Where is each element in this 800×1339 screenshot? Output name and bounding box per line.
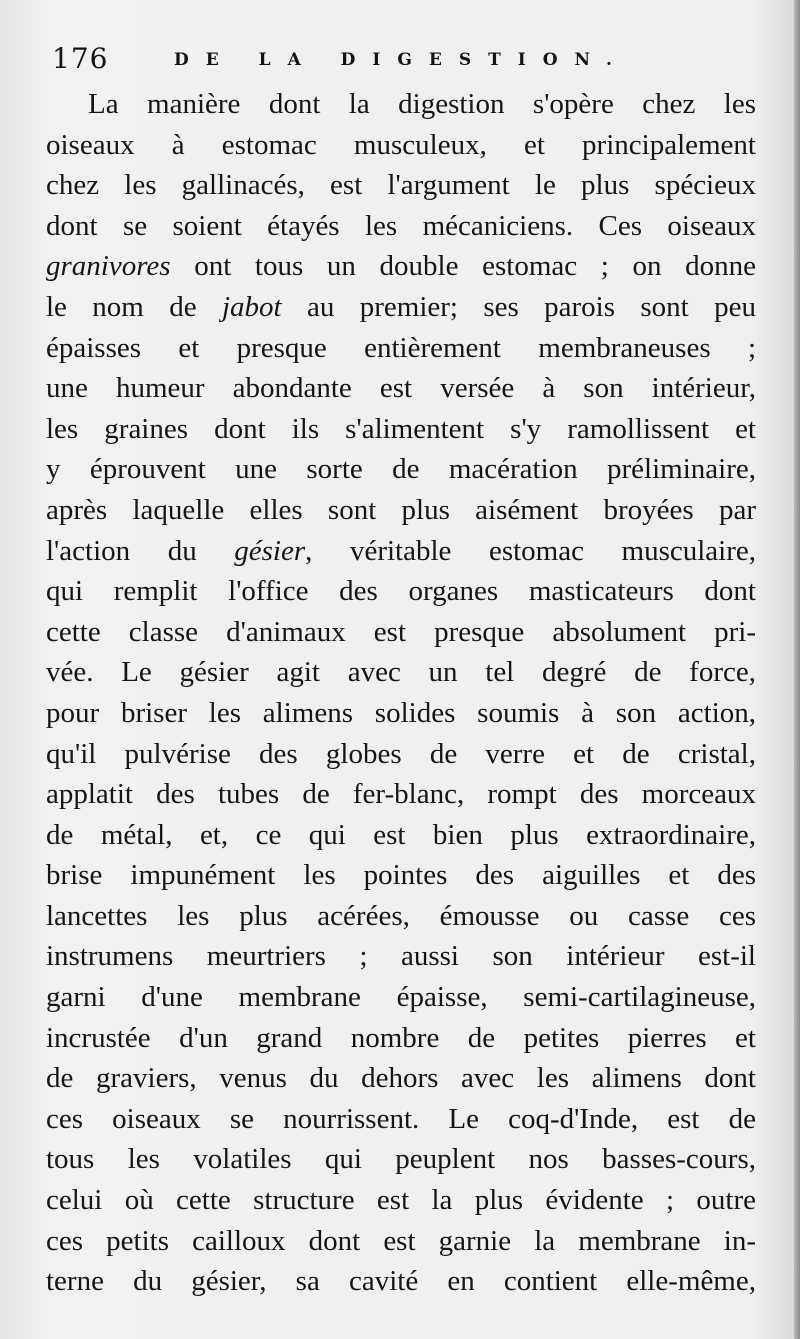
text-line <box>46 449 756 490</box>
line-text: qui remplit l'office des organes masticateurs dont <box>46 575 756 608</box>
line-text-pre: le nom de <box>46 290 222 323</box>
line-text: y éprouvent une sorte de macération préliminaire, <box>46 453 756 486</box>
line-text: les graines dont ils s'alimentent s'y ramollissent et <box>46 412 756 445</box>
text-line <box>46 652 756 693</box>
running-head: DE LA DIGESTION. <box>174 50 629 70</box>
line-text-post: , véritable estomac musculaire, <box>305 534 757 567</box>
text-line <box>46 936 756 977</box>
line-text: brise impunément les pointes des aiguilles et des <box>46 859 756 892</box>
text-line <box>46 1180 756 1221</box>
text-line <box>46 84 756 125</box>
text-line <box>46 612 756 653</box>
text-line <box>46 734 756 775</box>
line-text: ces petits cailloux dont est garnie la membrane in- <box>46 1224 756 1257</box>
line-text: une humeur abondante est versée à son intérieur, <box>46 372 756 405</box>
line-text: épaisses et presque entièrement membraneuses ; <box>46 331 756 364</box>
text-line <box>46 246 756 287</box>
text-line <box>46 328 756 369</box>
line-text: garni d'une membrane épaisse, semi-cartilagineuse, <box>46 981 756 1014</box>
text-line <box>46 1018 756 1059</box>
text-line <box>46 1099 756 1140</box>
page-header <box>52 40 752 80</box>
text-line <box>46 1139 756 1180</box>
text-line <box>46 774 756 815</box>
line-text: de métal, et, ce qui est bien plus extraordinaire, <box>46 818 756 851</box>
text-line <box>46 165 756 206</box>
text-line <box>46 896 756 937</box>
text-line <box>46 531 756 572</box>
text-line <box>46 571 756 612</box>
line-text: instrumens meurtriers ; aussi son intérieur est-il <box>46 940 756 973</box>
text-line <box>46 206 756 247</box>
text-line <box>46 855 756 896</box>
line-text: pour briser les alimens solides soumis à son action, <box>46 696 756 729</box>
line-text-pre: l'action du <box>46 534 235 567</box>
line-text: tous les volatiles qui peuplent nos basses-cours, <box>46 1143 756 1176</box>
line-text: applatit des tubes de fer-blanc, rompt des morceaux <box>46 778 756 811</box>
line-text: ces oiseaux se nourrissent. Le coq-d'Inde, est de <box>46 1102 756 1135</box>
italic-term: jabot <box>221 290 282 323</box>
text-line <box>46 490 756 531</box>
line-text: vée. Le gésier agit avec un tel degré de force, <box>46 656 756 689</box>
page-edge-shadow <box>794 0 800 1339</box>
text-line <box>46 1058 756 1099</box>
line-text-post: au premier; ses parois sont peu <box>281 290 756 323</box>
line-text: après laquelle elles sont plus aisément broyées par <box>46 493 756 526</box>
page-number: 176 <box>52 42 109 75</box>
text-line <box>46 815 756 856</box>
text-line <box>46 409 756 450</box>
italic-term: granivores <box>46 250 171 283</box>
text-line <box>46 1261 756 1302</box>
text-line <box>46 287 756 328</box>
line-text: dont se soient étayés les mécaniciens. Ces oiseaux <box>46 209 756 242</box>
text-line <box>46 693 756 734</box>
italic-term: gésier <box>234 534 306 567</box>
line-text: lancettes les plus acérées, émousse ou casse ces <box>46 899 756 932</box>
body-paragraph <box>46 84 756 1302</box>
line-text: qu'il pulvérise des globes de verre et de cristal, <box>46 737 756 770</box>
line-text: cette classe d'animaux est presque absolument pri- <box>46 615 756 648</box>
line-text: La manière dont la digestion s'opère chez les <box>88 88 756 120</box>
text-line <box>46 368 756 409</box>
line-text: celui où cette structure est la plus évidente ; outre <box>46 1184 756 1217</box>
text-line <box>46 125 756 166</box>
text-line <box>46 977 756 1018</box>
text-line <box>46 1221 756 1262</box>
line-text-post: ont tous un double estomac ; on donne <box>170 250 756 283</box>
line-text: chez les gallinacés, est l'argument le plus spécieux <box>46 169 756 202</box>
line-text: incrustée d'un grand nombre de petites pierres et <box>46 1021 756 1054</box>
line-text: oiseaux à estomac musculeux, et principalement <box>46 128 756 161</box>
line-text: de graviers, venus du dehors avec les alimens dont <box>46 1062 756 1095</box>
line-text: terne du gésier, sa cavité en contient elle-même, <box>46 1265 756 1298</box>
